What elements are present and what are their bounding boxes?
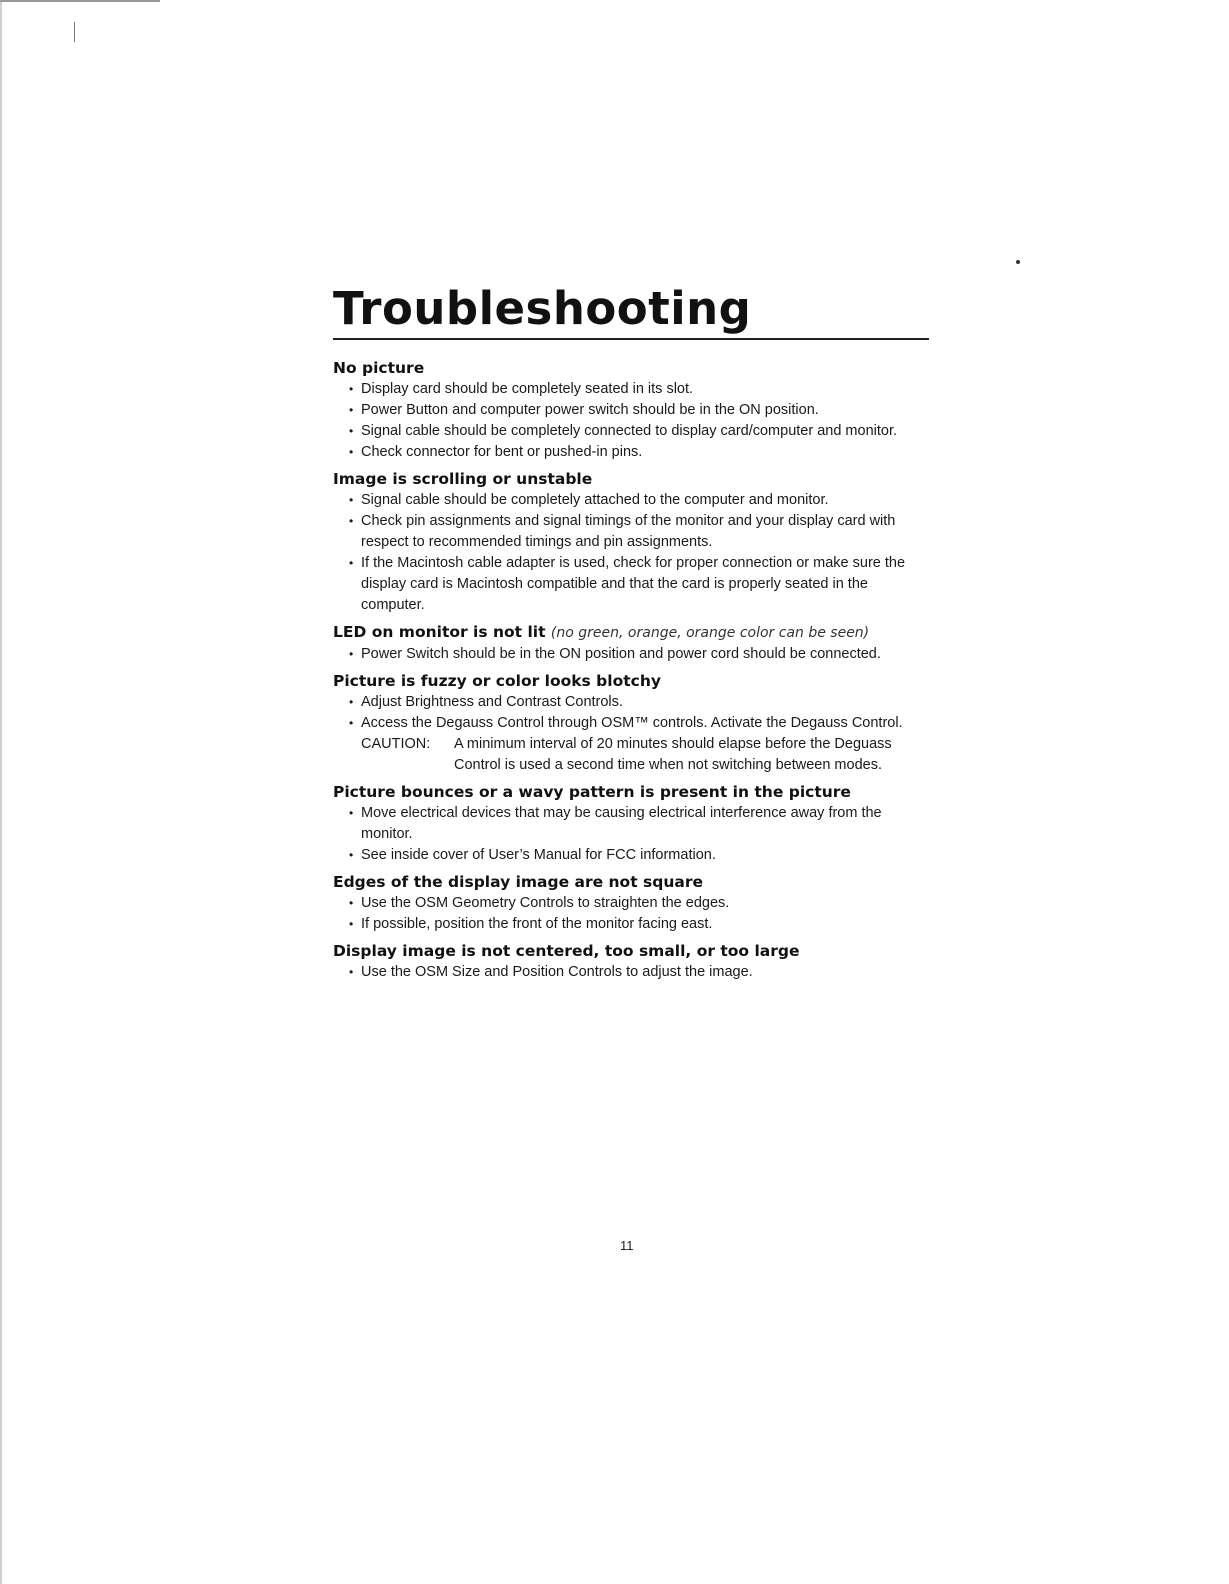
section-heading: Image is scrolling or unstable: [333, 470, 593, 488]
list-item: • Power Button and computer power switch should be in the ON position.: [333, 400, 933, 421]
section-heading: Picture bounces or a wavy pattern is present in the picture: [333, 783, 851, 801]
page-title: Troubleshooting: [333, 282, 752, 335]
section-heading: Display image is not centered, too small, or too large: [333, 942, 800, 960]
section-led-not-lit: [333, 621, 933, 665]
list-item: • Access the Degauss Control through OSM™ controls. Activate the Degauss Control.: [333, 713, 933, 734]
section-heading: No picture: [333, 359, 425, 377]
bullet-list: [333, 379, 933, 463]
section-heading: Edges of the display image are not square: [333, 873, 703, 891]
section-heading-note: (no green, orange, orange color can be seen): [550, 625, 870, 641]
section-no-picture: [333, 357, 933, 463]
list-item: • Use the OSM Geometry Controls to straighten the edges.: [333, 893, 933, 914]
section-image-scrolling: [333, 468, 933, 616]
bullet-list: [333, 893, 933, 935]
bullet-list: [333, 803, 933, 866]
list-item: • See inside cover of User’s Manual for FCC information.: [333, 845, 933, 866]
section-edges-not-square: [333, 871, 933, 935]
page-number: 11: [620, 1238, 634, 1253]
section-fuzzy-picture: [333, 670, 933, 776]
list-item: • Check pin assignments and signal timings of the monitor and your display card with respect to recommended timings and pin assignments.: [333, 511, 933, 553]
section-image-not-centered: [333, 940, 933, 983]
troubleshooting-content: [333, 357, 933, 988]
page-edge: [0, 0, 2, 1584]
section-heading: Picture is fuzzy or color looks blotchy: [333, 672, 661, 690]
caution-text: A minimum interval of 20 minutes should elapse before the Deguass Control is used a second time when not switching between modes.: [454, 736, 892, 773]
bullet-list: [333, 644, 933, 665]
list-item: • Check connector for bent or pushed-in pins.: [333, 442, 933, 463]
section-heading: [333, 621, 933, 644]
list-item: • Move electrical devices that may be causing electrical interference away from the monitor.: [333, 803, 933, 845]
caution-label: CAUTION:: [361, 736, 431, 752]
list-item: • Adjust Brightness and Contrast Controls.: [333, 692, 933, 713]
title-rule: [333, 338, 929, 340]
list-item: • Power Switch should be in the ON position and power cord should be connected.: [333, 644, 933, 665]
section-heading-text: LED on monitor is not lit: [333, 623, 546, 641]
caution-note: [333, 734, 933, 776]
scan-mark: [74, 22, 75, 42]
list-item: • Display card should be completely seated in its slot.: [333, 379, 933, 400]
bullet-list: [333, 490, 933, 616]
list-item: • If the Macintosh cable adapter is used, check for proper connection or make sure the display card is Macintosh compatible and that the card is properly seated in the computer.: [333, 553, 933, 616]
section-picture-bounces: [333, 781, 933, 866]
title-block: [333, 282, 929, 340]
scan-top-rule: [0, 0, 160, 2]
list-item: • Signal cable should be completely attached to the computer and monitor.: [333, 490, 933, 511]
bullet-list: [333, 962, 933, 983]
list-item: • Use the OSM Size and Position Controls to adjust the image.: [333, 962, 933, 983]
list-item: • Signal cable should be completely connected to display card/computer and monitor.: [333, 421, 933, 442]
scan-dot: [1016, 260, 1020, 264]
list-item: • If possible, position the front of the monitor facing east.: [333, 914, 933, 935]
bullet-list: [333, 692, 933, 734]
